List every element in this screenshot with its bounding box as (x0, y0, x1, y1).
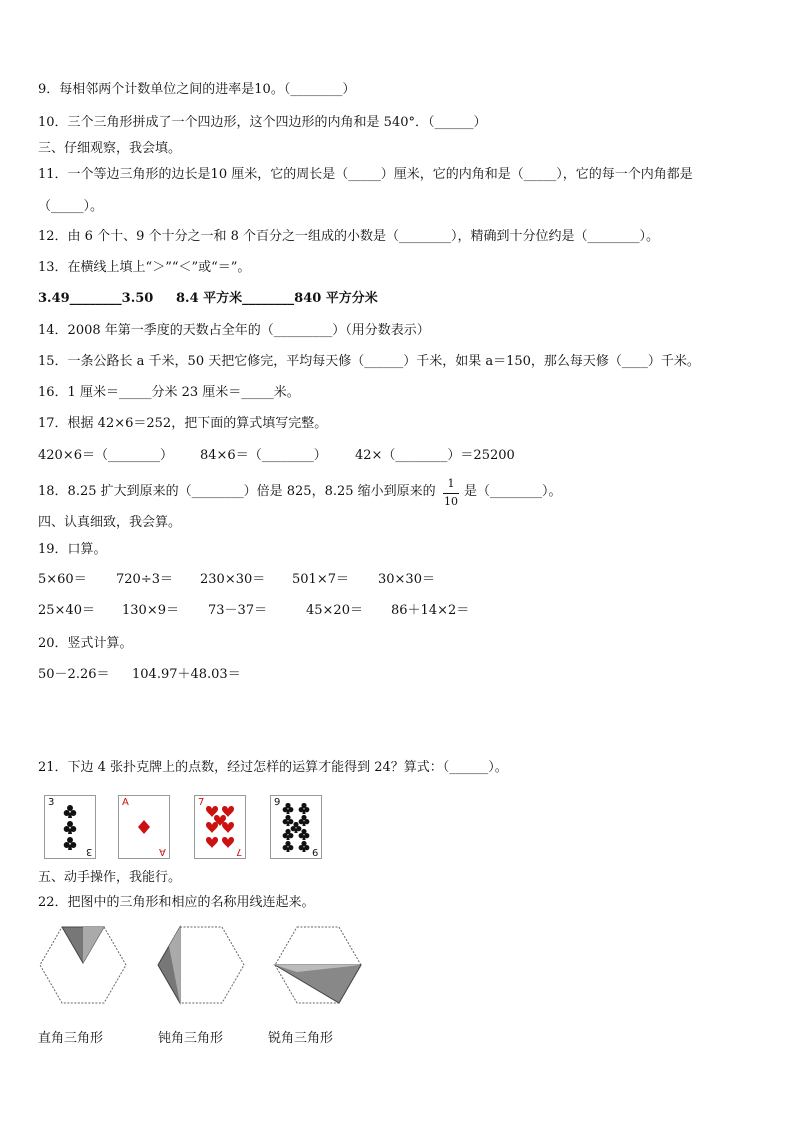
question-13: 13．在横线上填上“＞”“＜”或“＝”。 (38, 260, 251, 275)
playing-card-7-hearts (194, 795, 246, 859)
question-18-part2: 是（________）。 (464, 484, 562, 499)
hexagon-with-acute-triangle (156, 925, 246, 1005)
question-18-part1: 18．8.25 扩大到原来的（________）倍是 825，8.25 缩小到原来的 (38, 484, 436, 499)
question-20: 20．竖式计算。 (38, 636, 133, 651)
hexagon-with-right-triangle (273, 925, 363, 1005)
fraction-bar (443, 493, 459, 494)
question-22: 22．把图中的三角形和相应的名称用线连起来。 (38, 895, 315, 910)
fraction-numerator: 1 (447, 477, 455, 490)
question-10: 10．三个三角形拼成了一个四边形，这个四边形的内角和是 540°．（______） (38, 115, 487, 130)
card-rank: 3 (85, 846, 92, 857)
question-9: 9．每相邻两个计数单位之间的进率是10。（________） (38, 82, 356, 97)
vertical-calc-b: 104.97＋48.03＝ (132, 667, 241, 682)
question-17-c: 42×（________）＝25200 (355, 448, 515, 463)
hearts-icon (195, 796, 245, 858)
question-19: 19．口算。 (38, 542, 107, 557)
mental-math-item: 130×9＝ (122, 603, 179, 618)
mental-math-item: 501×7＝ (292, 572, 349, 587)
card-rank: 7 (198, 797, 205, 808)
card-rank: 9 (274, 797, 281, 808)
section-5-heading: 五、动手操作，我能行。 (38, 870, 182, 885)
playing-card-3-clubs (44, 795, 96, 859)
mental-math-item: 25×40＝ (38, 603, 95, 618)
mental-math-item: 86＋14×2＝ (391, 603, 470, 618)
diamonds-icon (119, 796, 169, 858)
question-17-b: 84×6＝（________） (200, 448, 327, 463)
clubs-icon (45, 796, 95, 858)
label-acute-triangle: 锐角三角形 (268, 1031, 334, 1046)
hexagon-with-obtuse-triangle (38, 925, 128, 1005)
clubs-icon (271, 796, 321, 858)
mental-math-item: 720÷3＝ (116, 572, 173, 587)
mental-math-item: 5×60＝ (38, 572, 87, 587)
section-3-heading: 三、仔细观察，我会填。 (38, 141, 182, 156)
card-rank: 7 (235, 846, 242, 857)
card-rank: A (159, 846, 166, 857)
fraction-one-tenth (441, 477, 461, 511)
card-rank: 3 (48, 797, 55, 808)
mental-math-item: 45×20＝ (306, 603, 363, 618)
question-13-a: 3.49________3.50 (38, 291, 154, 306)
question-17-a: 420×6＝（________） (38, 448, 173, 463)
label-right-triangle: 直角三角形 (38, 1031, 104, 1046)
question-13-b: 8.4 平方米________840 平方分米 (176, 291, 378, 306)
question-16: 16．1 厘米＝_____分米 23 厘米＝_____米。 (38, 385, 300, 400)
question-14: 14．2008 年第一季度的天数占全年的（_________）（用分数表示） (38, 323, 430, 338)
card-rank: 9 (311, 846, 318, 857)
question-21: 21．下边 4 张扑克牌上的点数，经过怎样的运算才能得到 24？算式：（______）。 (38, 760, 508, 775)
question-11-line1: 11．一个等边三角形的边长是10 厘米，它的周长是（_____）厘米，它的内角和是（_____），它的每一个内角都是 (38, 167, 693, 182)
mental-math-item: 230×30＝ (200, 572, 266, 587)
fraction-denominator: 10 (444, 495, 458, 508)
question-11-line2: （_____）。 (38, 199, 104, 214)
card-rank: A (122, 797, 129, 808)
question-17: 17．根据 42×6＝252，把下面的算式填写完整。 (38, 416, 328, 431)
mental-math-item: 30×30＝ (378, 572, 435, 587)
question-12: 12．由 6 个十、9 个十分之一和 8 个百分之一组成的小数是（________），精确到十分位约是（________）。 (38, 229, 660, 244)
playing-card-9-clubs (270, 795, 322, 859)
vertical-calc-a: 50－2.26＝ (38, 667, 110, 682)
section-4-heading: 四、认真细致，我会算。 (38, 515, 182, 530)
label-obtuse-triangle: 钝角三角形 (158, 1031, 224, 1046)
playing-card-a-diamonds (118, 795, 170, 859)
question-15: 15．一条公路长 a 千米，50 天把它修完，平均每天修（______）千米，如果 a＝150，那么每天修（____）千米。 (38, 354, 700, 369)
mental-math-item: 73－37＝ (208, 603, 268, 618)
